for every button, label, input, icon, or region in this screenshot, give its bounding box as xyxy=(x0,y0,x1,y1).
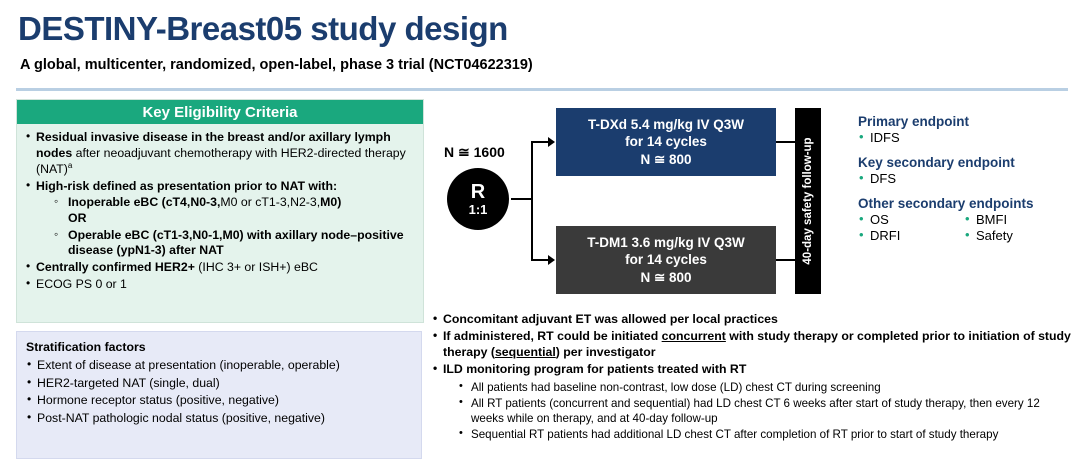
stratification-box xyxy=(16,331,422,459)
randomization-letter: R xyxy=(470,180,486,203)
eligibility-sub2-rest: M0) with axillary node–positive disease (ypN1-3) after NAT xyxy=(68,227,404,258)
header-divider xyxy=(16,88,1068,91)
arm-top-line3: N ≅ 800 xyxy=(640,151,692,167)
other-endpoint-item: • BMFI xyxy=(964,212,1070,227)
eligibility-subitem-inoperable xyxy=(54,195,415,226)
connector-top-arm-to-followup xyxy=(776,141,795,143)
treatment-arm-tdm1 xyxy=(556,226,776,294)
treatment-arm-tdxd xyxy=(556,108,776,176)
other-endpoints-col1 xyxy=(858,212,964,244)
followup-label: 40-day safety follow-up xyxy=(802,137,814,265)
eligibility-sub2-bold: Operable eBC (cT1-3,N0-1, xyxy=(68,227,223,242)
eligibility-item-her2-confirmed xyxy=(25,260,415,276)
randomization-ratio: 1:1 xyxy=(468,201,488,217)
other-endpoints-columns xyxy=(858,212,1070,244)
connector-to-top-arm xyxy=(531,141,549,143)
key-secondary-endpoint-heading: Key secondary endpoint xyxy=(858,155,1015,170)
eligibility-item1-footnote-marker: a xyxy=(67,161,73,171)
connector-vertical xyxy=(531,142,533,260)
arm-bottom-line3: N ≅ 800 xyxy=(640,269,692,285)
endpoints-spacer xyxy=(858,146,1070,155)
other-endpoint-item: • DRFI xyxy=(858,228,964,243)
randomization-node xyxy=(447,168,509,230)
arrowhead-top-arm xyxy=(548,137,555,147)
stratification-item: • HER2-targeted NAT (single, dual) xyxy=(26,375,412,391)
note-ild-subitem: • All patients had baseline non-contrast, low dose (LD) chest CT during screening xyxy=(459,380,1072,395)
endpoints-panel xyxy=(858,114,1070,244)
eligibility-item2-label: High-risk defined as presentation prior to NAT with: xyxy=(36,179,338,194)
page-title: DESTINY-Breast05 study design xyxy=(18,10,508,47)
note2-part-b: with study therapy or completed prior to initiation of study therapy ( xyxy=(443,328,1071,359)
note-ild-monitoring xyxy=(432,362,1072,442)
arm-top-line1: T-DXd 5.4 mg/kg IV Q3W xyxy=(587,116,745,132)
connector-stem xyxy=(511,198,533,200)
note2-underline-concurrent: concurrent xyxy=(661,328,726,343)
stratification-item: • Extent of disease at presentation (inoperable, operable) xyxy=(26,357,412,373)
arrowhead-bottom-arm xyxy=(548,255,555,265)
notes-panel xyxy=(432,312,1072,443)
eligibility-body xyxy=(17,124,423,292)
stratification-title: Stratification factors xyxy=(26,340,146,354)
eligibility-box xyxy=(16,99,424,323)
eligibility-item3-bold: Centrally confirmed HER2+ xyxy=(36,259,195,274)
other-secondary-endpoints-heading: Other secondary endpoints xyxy=(858,196,1034,211)
note2-part-c: ) per investigator xyxy=(555,344,656,359)
eligibility-header: Key Eligibility Criteria xyxy=(17,100,423,124)
primary-endpoint-heading: Primary endpoint xyxy=(858,114,970,129)
page-subtitle: A global, multicenter, randomized, open-label, phase 3 trial (NCT04622319) xyxy=(20,57,533,73)
note-ild-subitem: • Sequential RT patients had additional LD chest CT after completion of RT prior to start of study therapy xyxy=(459,427,1072,442)
followup-bar xyxy=(795,108,821,294)
endpoints-spacer xyxy=(858,187,1070,196)
other-endpoint-item: • OS xyxy=(858,212,964,227)
other-endpoint-item: • Safety xyxy=(964,228,1070,243)
note2-underline-sequential: sequential xyxy=(494,344,556,359)
eligibility-item3-rest: (IHC 3+ or ISH+) eBC xyxy=(194,259,318,274)
eligibility-item-ecog: • ECOG PS 0 or 1 xyxy=(25,277,415,293)
key-secondary-endpoint-item: • DFS xyxy=(858,171,1070,186)
connector-bottom-arm-to-followup xyxy=(776,259,795,261)
eligibility-item-high-risk xyxy=(25,179,415,259)
note3-label: ILD monitoring program for patients treated with RT xyxy=(443,361,747,376)
eligibility-or-label: OR xyxy=(68,210,87,225)
arm-bottom-line2: for 14 cycles xyxy=(625,252,707,268)
eligibility-item1-bold: Residual invasive disease in the breast and/or axillary lymph nodes xyxy=(36,130,391,160)
eligibility-item1-rest: after neoadjuvant chemotherapy with HER2-directed therapy (NAT) xyxy=(36,145,406,177)
stratification-item: • Hormone receptor status (positive, negative) xyxy=(26,392,412,408)
eligibility-sub1-bold: Inoperable eBC (cT4,N0-3, xyxy=(68,195,221,210)
eligibility-sub1-rest: M0 or cT1-3,N2-3, xyxy=(220,195,321,210)
arm-bottom-line1: T-DM1 3.6 mg/kg IV Q3W xyxy=(587,234,745,250)
eligibility-sub1-tail: M0) xyxy=(320,195,342,210)
note-concomitant-et: • Concomitant adjuvant ET was allowed per local practices xyxy=(432,312,1072,328)
eligibility-subitem-operable xyxy=(54,228,415,259)
total-n-label: N ≅ 1600 xyxy=(444,144,505,160)
primary-endpoint-item: • IDFS xyxy=(858,130,1070,145)
arm-top-line2: for 14 cycles xyxy=(625,134,707,150)
stratification-item: • Post-NAT pathologic nodal status (positive, negative) xyxy=(26,410,412,426)
connector-to-bottom-arm xyxy=(531,259,549,261)
eligibility-item-residual-disease xyxy=(25,130,415,178)
note-radiotherapy xyxy=(432,329,1072,361)
note-ild-subitem: • All RT patients (concurrent and sequential) had LD chest CT 6 weeks after start of study therapy, then every 12 weeks while on therapy, and at 40-day follow-up xyxy=(459,396,1072,426)
note2-part-a: If administered, RT could be initiated xyxy=(443,328,662,343)
other-endpoints-col2 xyxy=(964,212,1070,244)
